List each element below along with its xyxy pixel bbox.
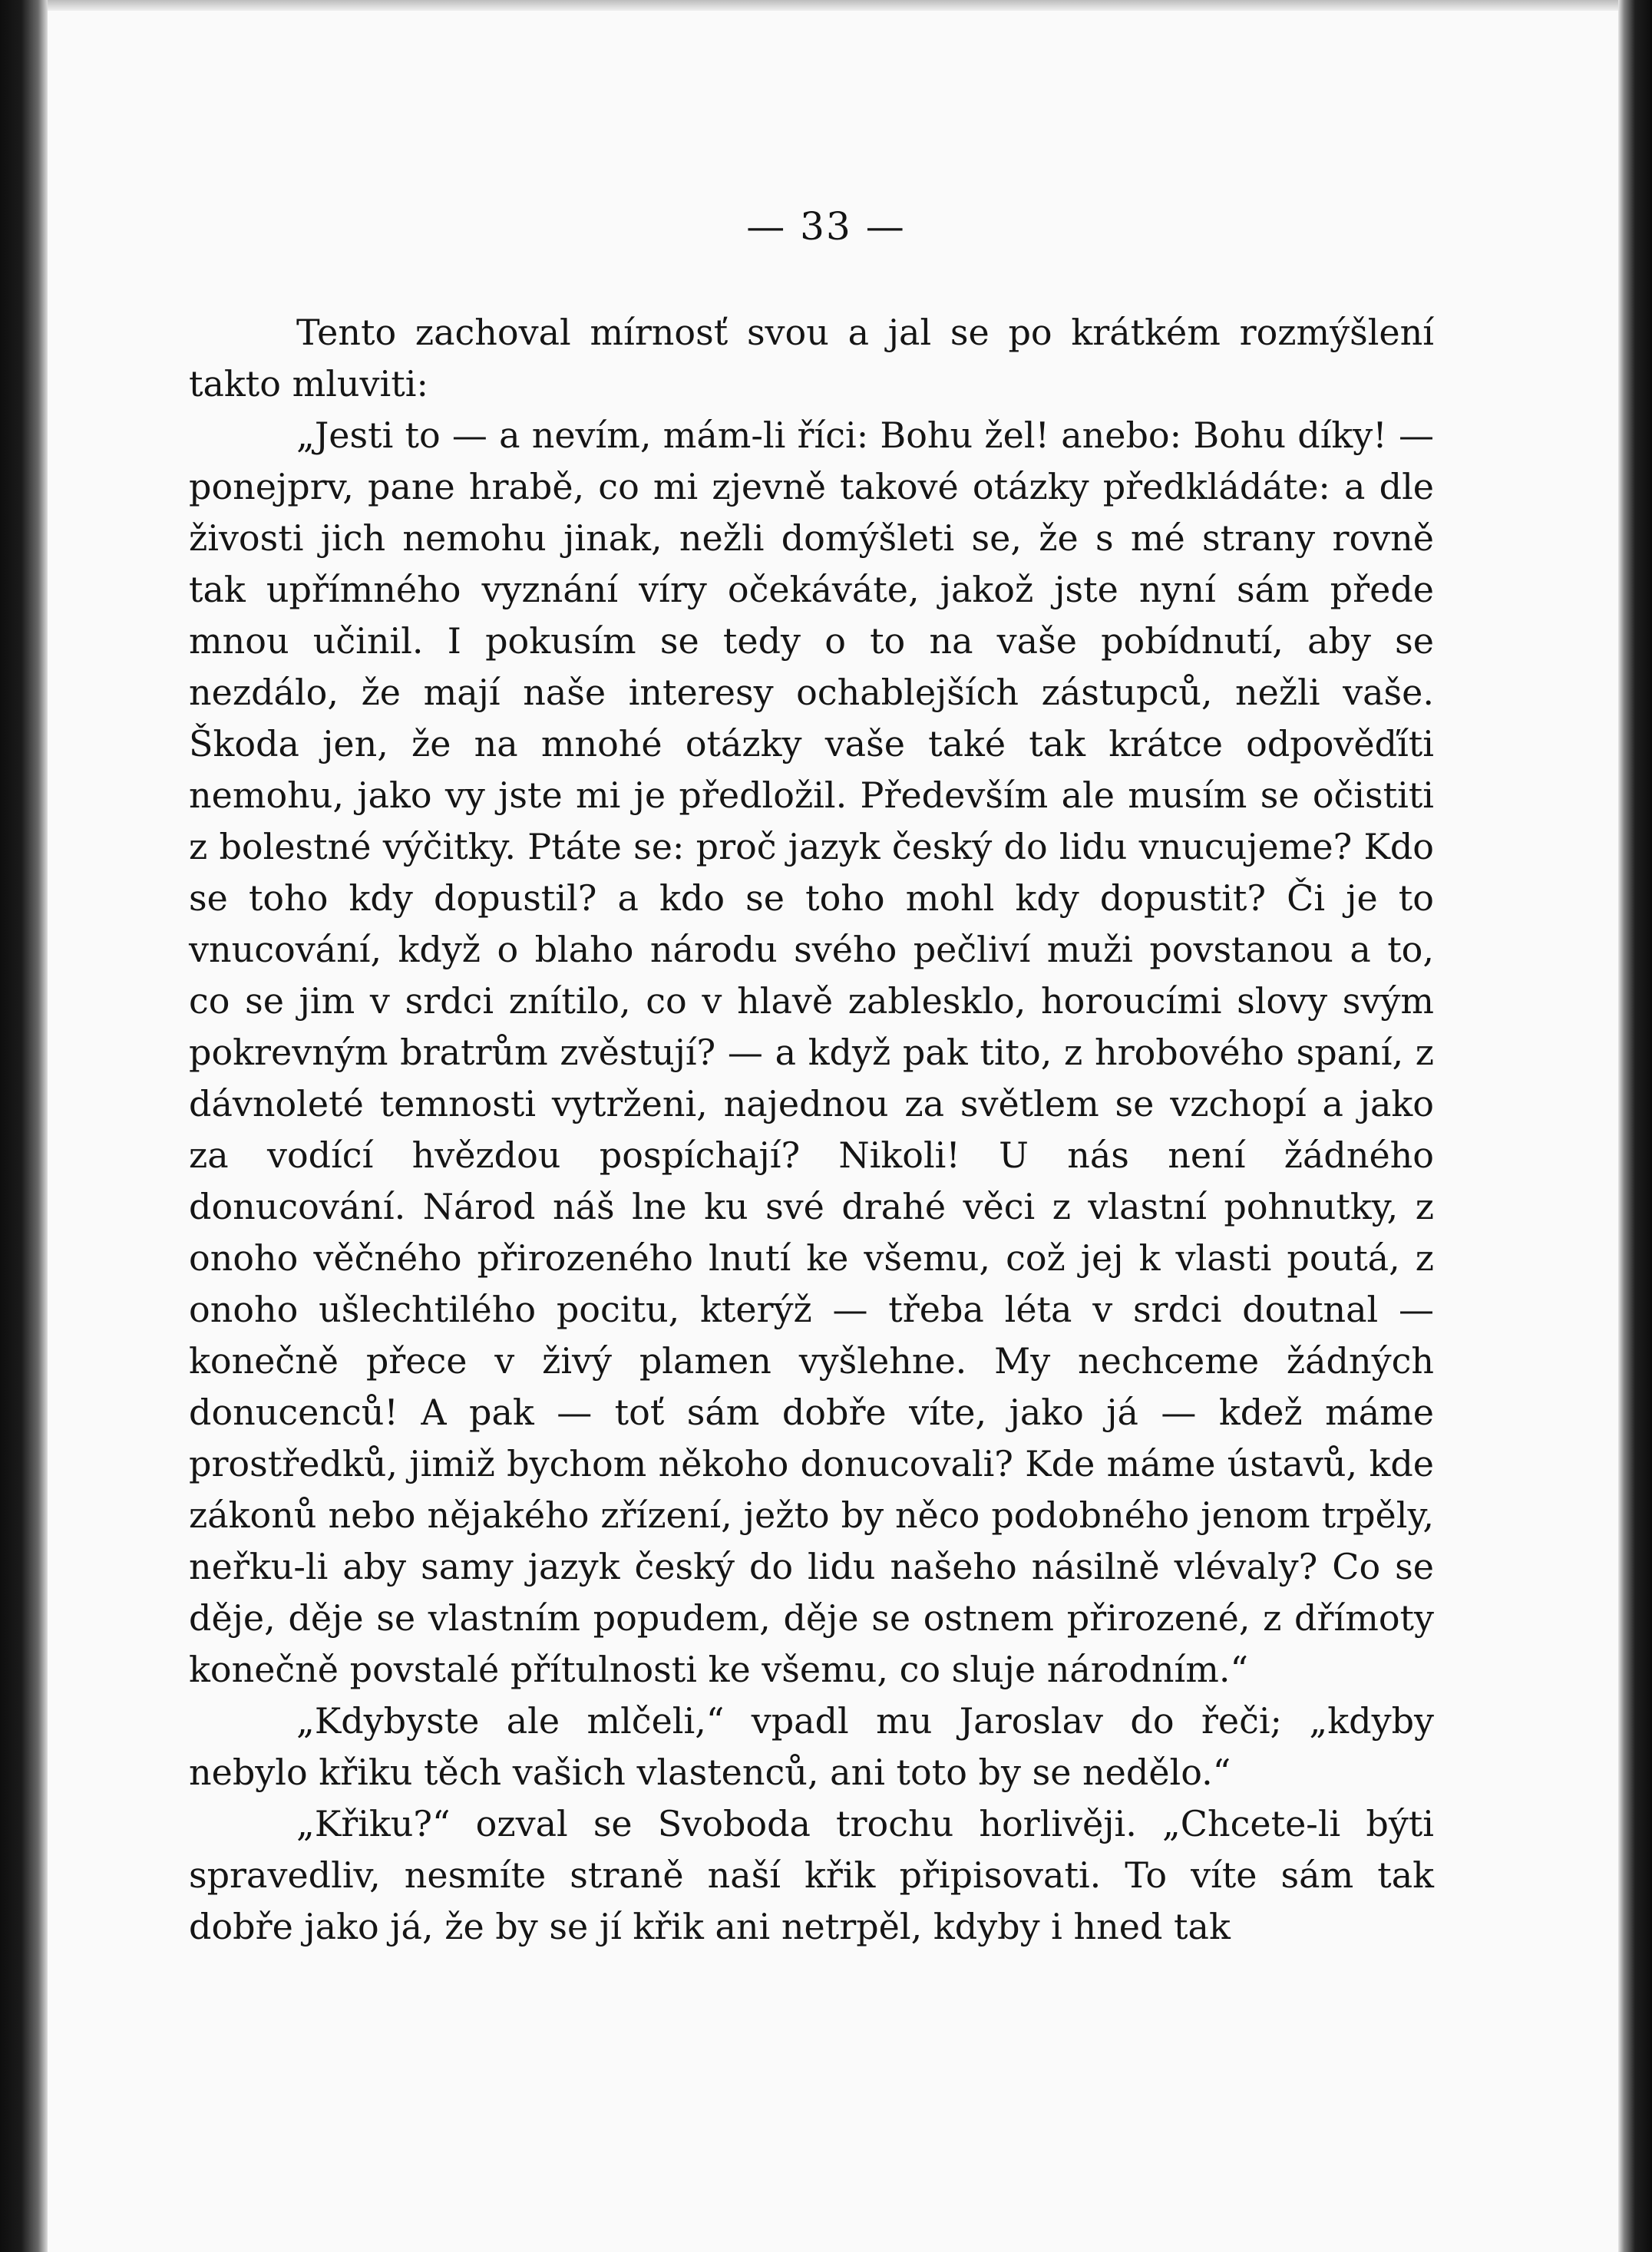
paragraph-1: Tento zachoval mírnosť svou a jal se po krátkém rozmýšlení takto mluviti: <box>189 312 1434 405</box>
paragraph-2: „Jesti to — a nevím, mám-li říci: Bohu žel! anebo: Bohu díky! — ponejprv, pane hrabě, co mi zjevně takové otázky předkládáte: a dle živosti jich nemohu jinak, nežli domýšleti se, že s mé strany rovně tak upřímného vyznání víry očekáváte, jakož jste nyní sám přede mnou učinil. I pokusím se tedy o to na vaše pobídnutí, aby se nezdálo, že mají naše interesy ochablejších zástupců, nežli vaše. Škoda jen, že na mnohé otázky vaše také tak krátce odpověďíti nemohu, jako vy jste mi je předložil. Především ale musím se očistiti z bolestné výčitky. Ptáte se: proč jazyk český do lidu vnucujeme? Kdo se toho kdy dopustil? a kdo se toho mohl kdy dopustit? Či je to vnucování, když o blaho národu svého pečliví muži povstanou a to, co se jim v srdci znítilo, co v hlavě zablesklo, horoucími slovy svým pokrevným bratrům zvěstují? — a když pak tito, z hrobového spaní, z dávnoleté temnosti vytrženi, najednou za světlem se vzchopí a jako za vodící hvězdou pospíchají? Nikoli! U nás není žádného donucování. Národ náš lne ku své drahé věci z vlastní pohnutky, z onoho věčného přirozeného lnutí ke všemu, což jej k vlasti poutá, z onoho ušlechtilého pocitu, kterýž — třeba léta v srdci doutnal — konečně přece v živý plamen vyšlehne. My nechceme žádných donucenců! A pak — toť sám dobře víte, jako já — kdež máme prostředků, jimiž bychom někoho donucovali? Kde máme ústavů, kde zákonů nebo nějakého zřízení, ježto by něco podobného jenom trpěly, neřku-li aby samy jazyk český do lidu našeho násilně vlévaly? Co se děje, děje se vlastním popudem, děje se ostnem přirozené, z dřímoty konečně povstalé přítulnosti ke všemu, co sluje národním.“ <box>189 414 1434 1690</box>
page-number: — 33 — <box>746 204 906 249</box>
scan-right-edge <box>1618 0 1652 2252</box>
scan-left-edge <box>0 0 48 2252</box>
body-text <box>189 307 1434 1953</box>
paragraph-4: „Křiku?“ ozval se Svoboda trochu horlivěji. „Chcete-li býti spravedliv, nesmíte straně naší křik připisovati. To víte sám tak dobře jako já, že by se jí křik ani netrpěl, kdyby i hned tak <box>189 1803 1434 1947</box>
paragraph-3: „Kdybyste ale mlčeli,“ vpadl mu Jaroslav do řeči; „kdyby nebylo křiku těch vašich vlastenců, ani toto by se nedělo.“ <box>189 1700 1434 1793</box>
scan-top-edge <box>0 0 1652 11</box>
